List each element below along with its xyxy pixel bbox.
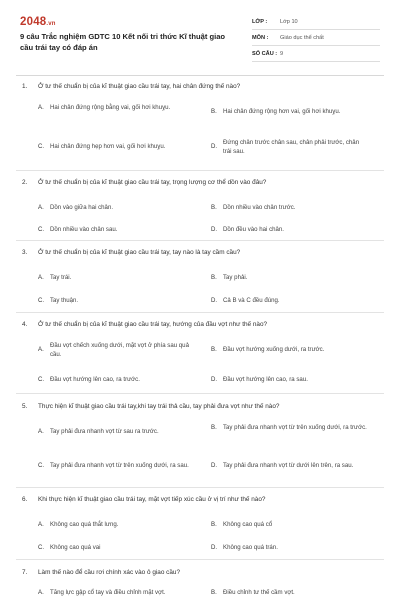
option-letter: C. [38, 544, 45, 551]
question-1 [22, 82, 382, 155]
option-c[interactable] [38, 143, 215, 152]
option-d[interactable] [211, 376, 368, 385]
option-letter: A. [38, 104, 44, 111]
option-text: Hai chân đứng rộng hơn vai, gối hơi khuỵu. [223, 108, 341, 115]
option-a[interactable] [38, 589, 215, 598]
option-b[interactable] [211, 108, 383, 117]
option-letter: C. [38, 462, 45, 469]
option-d[interactable] [211, 226, 368, 235]
question-text: Ở tư thế chuẩn bị của kĩ thuật giao cầu trái tay, hai chân đứng thế nào? [38, 83, 241, 90]
option-letter: C. [38, 143, 45, 150]
question-text: Khi thực hiện kĩ thuật giao cầu trái tay, mặt vợt tiếp xúc cầu ở vị trí như thế nào? [38, 496, 266, 503]
meta-label: LỚP : [252, 18, 268, 25]
option-letter: A. [38, 521, 44, 528]
question-number: 2. [22, 179, 28, 186]
option-text: Không cao quá vai [50, 544, 101, 551]
question-5 [22, 402, 382, 469]
question-text: Ở tư thế chuẩn bị của kĩ thuật giao cầu trái tay, trọng lượng cơ thể dồn vào đâu? [38, 179, 267, 186]
option-b[interactable] [211, 424, 378, 433]
logo-text: 2048 [20, 16, 47, 28]
option-c[interactable] [38, 226, 195, 235]
document-title: 9 câu Trắc nghiệm GDTC 10 Kết nối tri thức Kĩ thuật giao cầu trái tay có đáp án [20, 32, 226, 52]
option-text: Hai chân đứng rộng bằng vai, gối hơi khuỵu. [50, 104, 171, 111]
question-stem [22, 568, 382, 577]
meta-label: MÔN : [252, 34, 269, 41]
option-letter: A. [38, 204, 44, 211]
option-letter: D. [211, 462, 218, 469]
option-letter: B. [211, 521, 217, 528]
option-letter: D. [211, 226, 218, 233]
document-header [20, 14, 380, 66]
option-text: Không cao quá thắt lưng. [50, 521, 119, 528]
question-stem [22, 402, 382, 411]
option-letter: A. [38, 274, 44, 281]
option-b[interactable] [211, 346, 383, 355]
option-text: Tay phải. [223, 274, 248, 281]
option-b[interactable] [211, 521, 368, 530]
question-number: 5. [22, 403, 28, 410]
question-number: 3. [22, 249, 28, 256]
option-d[interactable] [211, 297, 368, 306]
option-letter: D. [211, 143, 218, 151]
question-stem [22, 248, 382, 257]
option-text: Dồn vào giữa hai chân. [50, 204, 114, 211]
question-divider [16, 393, 384, 394]
option-letter: D. [211, 297, 218, 304]
option-text: Cả B và C đều đúng. [223, 297, 280, 304]
question-stem [22, 82, 382, 91]
option-c[interactable] [38, 544, 195, 553]
option-letter: C. [38, 376, 45, 383]
question-divider [16, 240, 384, 241]
option-d[interactable] [211, 544, 368, 553]
option-text: Đứng chân trước chân sau, chân phải trước, chân trái sau. [223, 139, 360, 155]
option-text: Hai chân đứng hẹp hơn vai, gối hơi khuỵu. [50, 143, 166, 150]
meta-value: Giáo dục thể chất [280, 34, 324, 41]
option-a[interactable] [38, 104, 195, 113]
question-6 [22, 495, 382, 551]
option-text: Đầu vợt chếch xuống dưới, mặt vợt ở phía sau quả cầu. [50, 342, 189, 358]
option-c[interactable] [38, 297, 195, 306]
question-stem [22, 320, 382, 329]
option-text: Không cao quá cổ [223, 521, 273, 528]
option-a[interactable] [38, 274, 195, 283]
option-letter: A. [38, 589, 44, 596]
option-letter: D. [211, 544, 218, 551]
meta-label: SỐ CÂU : [252, 50, 278, 57]
meta-row-count [252, 46, 380, 62]
option-text: Tay trái. [50, 274, 72, 281]
site-logo[interactable] [20, 16, 56, 28]
question-3 [22, 248, 382, 304]
option-c[interactable] [38, 376, 195, 385]
question-stem [22, 178, 382, 187]
option-a[interactable] [38, 204, 195, 213]
option-letter: C. [38, 226, 45, 233]
option-letter: B. [211, 424, 217, 431]
question-7 [22, 568, 382, 596]
option-text: Đầu vợt hướng lên cao, ra trước. [50, 376, 140, 383]
option-a[interactable] [38, 521, 195, 530]
option-letter: B. [211, 204, 217, 211]
option-b[interactable] [211, 589, 368, 598]
option-text: Dồn nhiều vào chân sau. [50, 226, 118, 233]
option-a[interactable] [38, 342, 195, 359]
question-number: 7. [22, 569, 28, 576]
meta-row-subject [252, 30, 380, 46]
option-letter: D. [211, 376, 218, 383]
question-number: 1. [22, 83, 28, 90]
option-d[interactable] [211, 462, 378, 471]
question-2 [22, 178, 382, 233]
question-4 [22, 320, 382, 383]
option-letter: A. [38, 428, 44, 435]
option-letter: B. [211, 346, 217, 353]
option-text: Điều chỉnh tư thế cầm vợt. [223, 589, 295, 596]
option-text: Tay phải đưa nhanh vợt từ trên xuống dưới, ra sau. [50, 462, 189, 469]
logo-suffix: .vn [46, 21, 56, 27]
question-stem [22, 495, 382, 504]
option-text: Đầu vợt hướng xuống dưới, ra trước. [223, 346, 325, 353]
option-letter: B. [211, 274, 217, 281]
option-text: Đầu vợt hướng lên cao, ra sau. [223, 376, 308, 383]
option-letter: B. [211, 589, 217, 596]
meta-value: Lớp 10 [280, 18, 298, 25]
option-b[interactable] [211, 204, 368, 213]
option-text: Dồn đều vào hai chân. [223, 226, 284, 233]
question-divider [16, 170, 384, 171]
question-divider [16, 487, 384, 488]
question-divider [16, 559, 384, 560]
option-letter: A. [38, 346, 44, 354]
question-divider [16, 312, 384, 313]
option-text: Tay phải đưa nhanh vợt từ trên xuống dưới, ra trước. [223, 424, 367, 431]
question-number: 6. [22, 496, 28, 503]
meta-value: 9 [280, 50, 284, 57]
option-a[interactable] [38, 428, 215, 437]
question-text: Làm thế nào để cầu rơi chính xác vào ô giao cầu? [38, 569, 181, 576]
option-text: Tay phải đưa nhanh vợt từ dưới lên trên, ra sau. [223, 462, 354, 469]
option-b[interactable] [211, 274, 368, 283]
meta-row-class [252, 14, 380, 30]
question-text: Ở tư thế chuẩn bị của kĩ thuật giao cầu trái tay, tay nào là tay cầm cầu? [38, 249, 241, 256]
question-text: Ở tư thế chuẩn bị của kĩ thuật giao cầu trái tay, hướng của đầu vợt như thế nào? [38, 321, 268, 328]
option-text: Tay phải đưa nhanh vợt từ sau ra trước. [50, 428, 159, 435]
option-letter: B. [211, 108, 217, 115]
option-text: Không cao quá trán. [223, 544, 278, 551]
option-d[interactable] [211, 139, 368, 156]
header-divider [16, 75, 384, 76]
option-letter: C. [38, 297, 45, 304]
option-c[interactable] [38, 462, 205, 471]
document-meta [252, 14, 380, 62]
option-text: Tay thuận. [50, 297, 79, 304]
option-text: Tăng lực gập cổ tay và điều chỉnh mặt vợt. [50, 589, 166, 596]
question-text: Thực hiện kĩ thuật giao cầu trái tay,khi tay trái thả cầu, tay phải đưa vợt như thế nào? [38, 403, 280, 410]
question-number: 4. [22, 321, 28, 328]
option-text: Dồn nhiều vào chân trước. [223, 204, 296, 211]
